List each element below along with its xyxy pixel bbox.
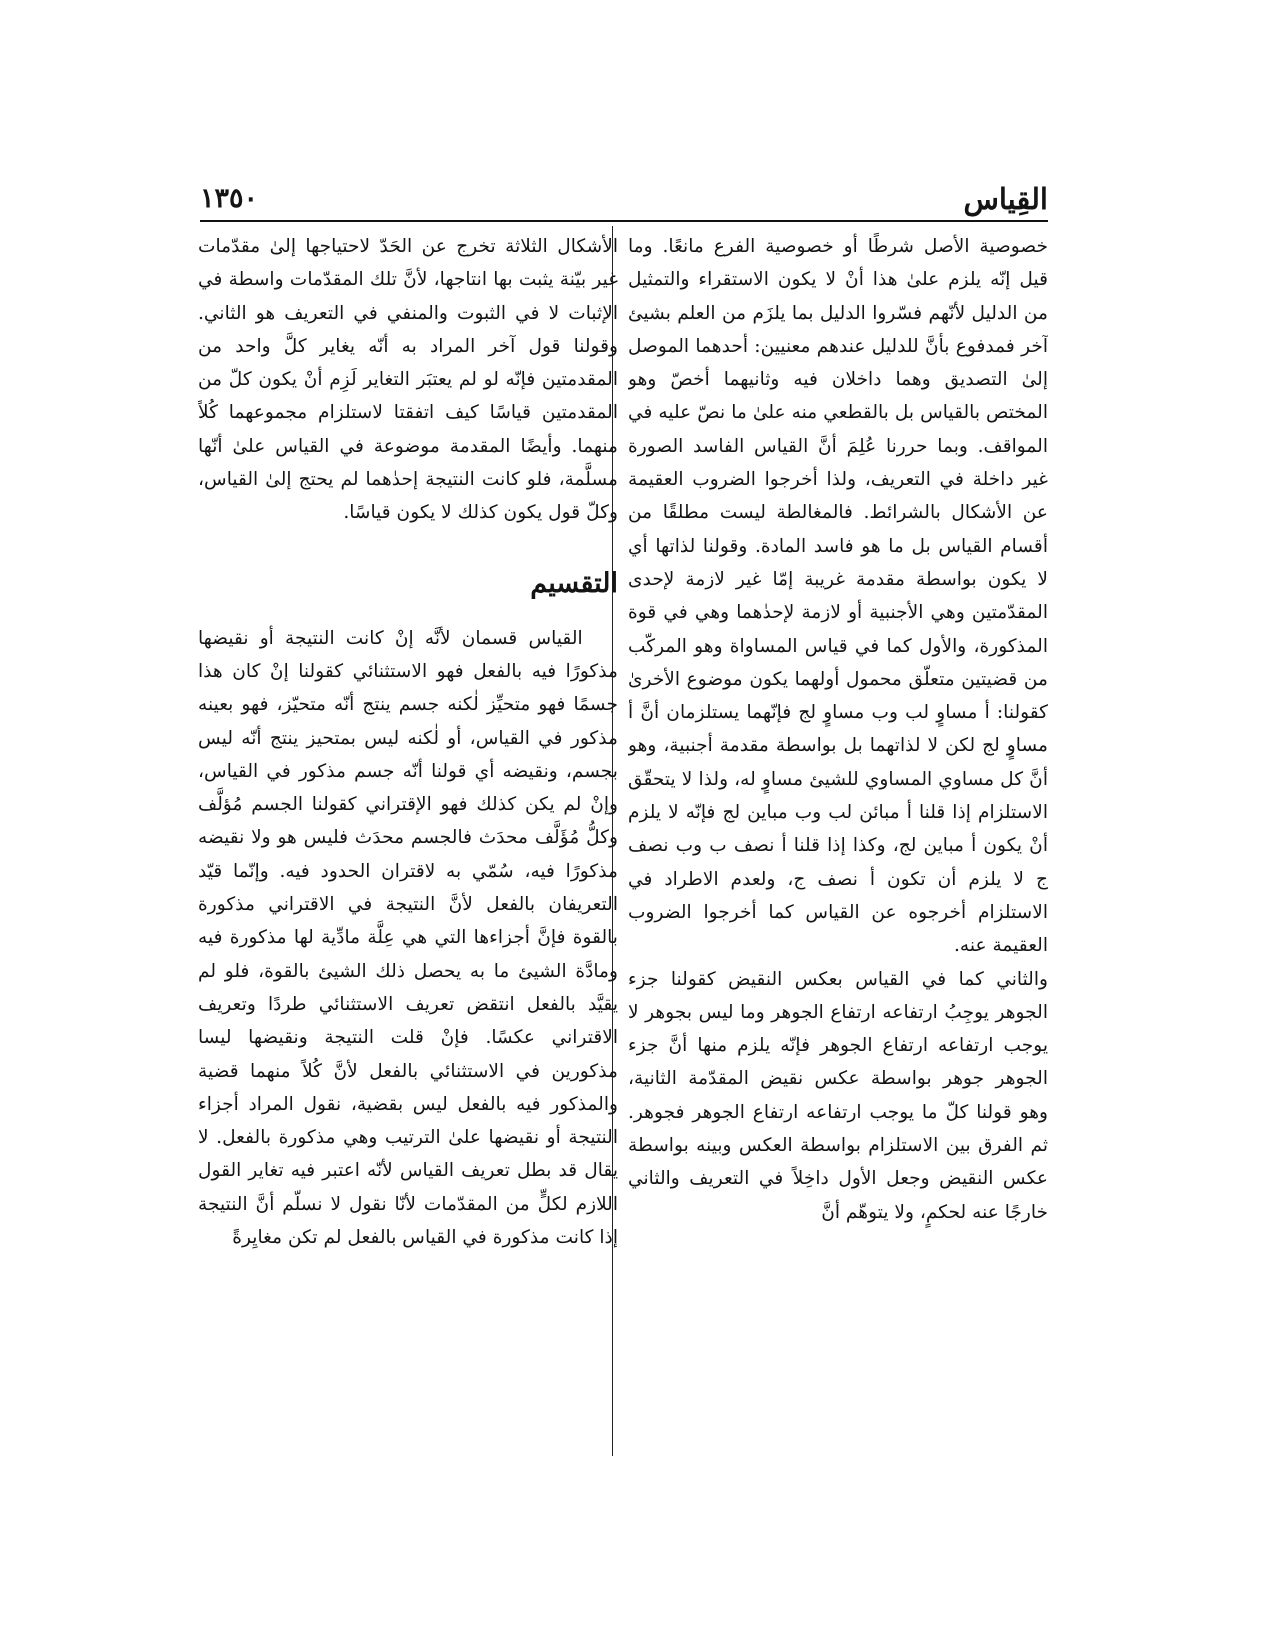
page-number: ١٣٥٠	[200, 183, 259, 214]
right-column	[628, 230, 1048, 1460]
page-header	[200, 180, 1048, 222]
left-column-paragraph-1: الأشكال الثلاثة تخرج عن الحَدّ لاحتياجها إلىٰ مقدّمات غير بيّنة يثبت بها انتاجها، لأنَّ تلك المقدّمات واسطة في الإثبات لا في الثبوت والمنفي في التعريف هو الثاني. وقولنا قول آخر المراد به أنّه يغاير كلَّ واحد من المقدمتين فإنّه لو لم يعتبَر التغاير لَزِم أنْ يكون كلّ من المقدمتين قياسًا كيف اتفقتا لاستلزام مجموعهما كُلاً منهما. وأيضًا المقدمة موضوعة في القياس علىٰ أنّها مسلَّمة، فلو كانت النتيجة إحدٰهما لم يحتج إلىٰ القياس، وكلّ قول يكون كذلك لا يكون قياسًا.	[198, 236, 618, 524]
right-column-paragraph-1: خصوصية الأصل شرطًا أو خصوصية الفرع مانعًا. وما قيل إنّه يلزم علىٰ هذا أنْ لا يكون الاستقراء والتمثيل من الدليل لأنّهم فسّروا الدليل بما يلزَم من العلم بشيئ آخر فمدفوع بأنَّ للدليل عندهم معنيين: أحدهما الموصل إلىٰ التصديق وهما داخلان فيه وثانيهما أخصّ وهو المختص بالقياس بل بالقطعي منه علىٰ ما نصّ عليه في المواقف. وبما حررنا عُلِمَ أنَّ القياس الفاسد الصورة غير داخلة في التعريف، ولذا أخرجوا الضروب العقيمة عن الأشكال بالشرائط. فالمغالطة ليست مطلقًا من أقسام القياس بل ما هو فاسد المادة. وقولنا لذاتها أي لا يكون بواسطة مقدمة غريبة إمّا غير لازمة لإحدى المقدّمتين وهي الأجنبية أو لازمة لإحدٰهما وهي في قوة المذكورة، والأول كما في قياس المساواة وهو المركّب من قضيتين متعلّق محمول أولهما يكون موضوع الأخرىٰ كقولنا: أ مساوٍ لب وب مساوٍ لج فإنّهما يستلزمان أنَّ أ مساوٍ لج لكن لا لذاتهما بل بواسطة مقدمة أجنبية، وهو أنَّ كل مساوي المساوي للشيئ مساوٍ له، ولذا لا يتحقّق الاستلزام إذا قلنا أ مبائن لب وب مباين لج فإنّه لا يلزم أنْ يكون أ مباين لج، وكذا إذا قلنا أ نصف ب وب نصف ج لا يلزم أن تكون أ نصف ج، ولعدم الاطراد في الاستلزام أخرجوه عن القياس كما أخرجوا الضروب العقيمة عنه.	[628, 236, 1048, 957]
left-column	[198, 230, 618, 1460]
running-title: القِياس	[963, 182, 1048, 216]
right-column-paragraph-2: والثاني كما في القياس بعكس النقيض كقولنا جزء الجوهر يوجِبُ ارتفاعه ارتفاع الجوهر وما ليس بجوهر لا يوجب ارتفاعه ارتفاع الجوهر فإنّه يلزم منها أنَّ جزء الجوهر جوهر بواسطة عكس نقيض المقدّمة الثانية، وهو قولنا كلّ ما يوجب ارتفاعه ارتفاع الجوهر فجوهر. ثم الفرق بين الاستلزام بواسطة العكس وبينه بواسطة عكس النقيض وجعل الأول داخِلاً في التعريف والثاني خارجًا عنه لحكمٍ، ولا يتوهّم أنَّ	[628, 968, 1048, 1223]
left-column-paragraph-2: القياس قسمان لأنَّه إنْ كانت النتيجة أو نقيضها مذكورًا فيه بالفعل فهو الاستثنائي كقولنا إنْ كان هذا جسمًا فهو متحيِّز لٰكنه جسم ينتج أنّه متحيّز، فهو بعينه مذكور في القياس، أو لٰكنه ليس بمتحيز ينتج أنّه ليس بجسم، ونقيضه أي قولنا أنّه جسم مذكور في القياس، وإنْ لم يكن كذلك فهو الإقتراني كقولنا الجسم مُؤلَّف وكلُّ مُؤَلَّف محدَث فالجسم محدَث فليس هو ولا نقيضه مذكورًا فيه، سُمّي به لاقتران الحدود فيه. وإنّما قيّد التعريفان بالفعل لأنَّ النتيجة في الاقتراني مذكورة بالقوة فإنَّ أجزاءها التي هي عِلَّة مادِّية لها مذكورة فيه ومادَّة الشيئ ما به يحصل ذلك الشيئ بالقوة، فلو لم يقيَّد بالفعل انتقض تعريف الاستثنائي طردًا وتعريف الاقتراني عكسًا. فإنْ قلت النتيجة ونقيضها ليسا مذكورين في الاستثنائي بالفعل لأنَّ كُلاً منهما قضية والمذكور فيه بالفعل ليس بقضية، نقول المراد أجزاء النتيجة أو نقيضها علىٰ الترتيب وهي مذكورة بالفعل. لا يقال قد بطل تعريف القياس لأنّه اعتبر فيه تغاير القول اللازم لكلٍّ من المقدّمات لأنّا نقول لا نسلّم أنَّ النتيجة إذا كانت مذكورة في القياس بالفعل لم تكن مغايِرةً	[198, 627, 618, 1249]
section-heading: التقسيم	[530, 567, 618, 599]
